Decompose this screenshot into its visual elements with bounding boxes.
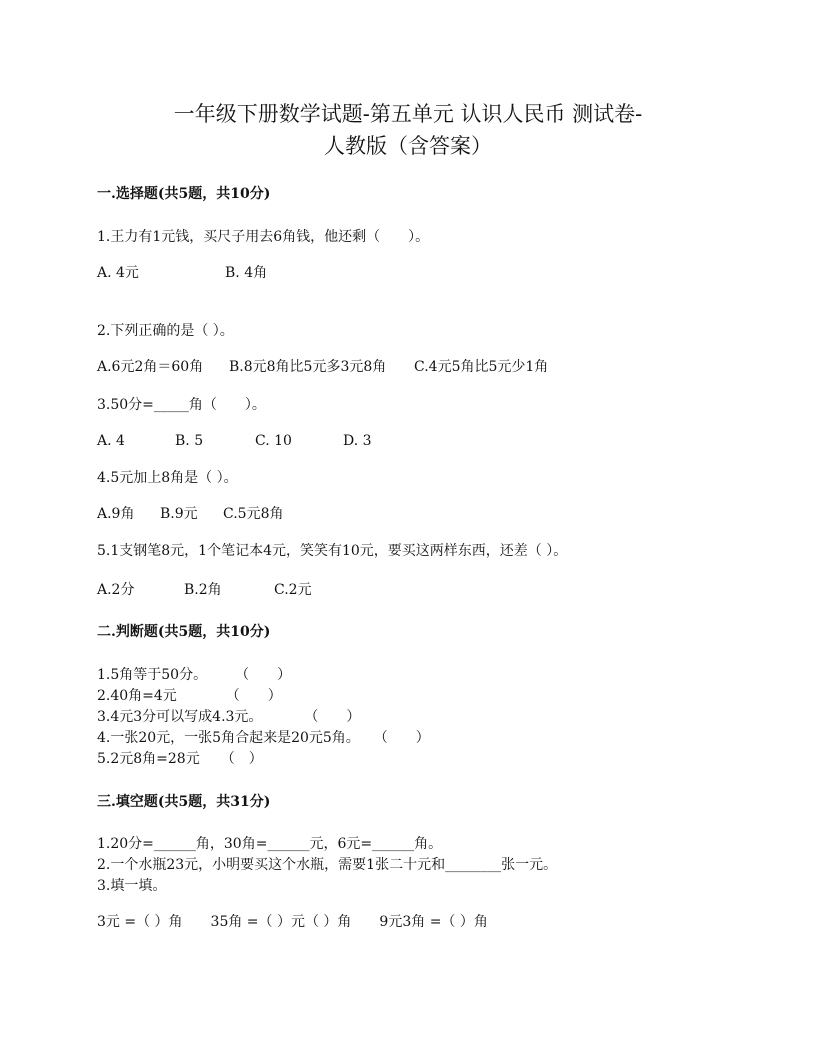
question-1: 1.王力有1元钱，买尺子用去6角钱，他还剩（ ）。 — [97, 229, 430, 245]
q5-option-a: A.2分 — [97, 582, 135, 598]
judge-item-2: 2.40角=4元 （ ） — [97, 688, 282, 704]
question-4: 4.5元加上8角是（ ）。 — [97, 470, 238, 486]
q2-option-b: B.8元8角比5元多3元8角 — [229, 359, 387, 375]
q1-option-a: A. 4元 — [97, 265, 139, 281]
q5-option-c: C.2元 — [274, 582, 312, 598]
q3-option-b: B. 5 — [175, 433, 204, 449]
q4-option-a: A.9角 — [97, 506, 135, 522]
q3-option-a: A. 4 — [97, 433, 125, 449]
judge-item-4: 4.一张20元，一张5角合起来是20元5角。 （ ） — [97, 730, 430, 746]
judge-item-3: 3.4元3分可以写成4.3元。 （ ） — [97, 709, 361, 725]
fill-item-1: 1.20分=______角，30角=______元，6元=______角。 — [97, 836, 443, 852]
fill-item-3: 3.填一填。 — [97, 878, 167, 894]
q3-option-d: D. 3 — [343, 433, 372, 449]
q3-option-c: C. 10 — [255, 433, 292, 449]
q4-option-b: B.9元 — [160, 506, 198, 522]
q2-option-c: C.4元5角比5元少1角 — [414, 359, 549, 375]
judge-item-5: 5.2元8角=28元 （ ） — [97, 751, 263, 767]
q1-option-b: B. 4角 — [225, 265, 268, 281]
page-title-line1: 一年级下册数学试题-第五单元 认识人民币 测试卷- — [173, 102, 643, 126]
q4-option-c: C.5元8角 — [223, 506, 284, 522]
question-5: 5.1支钢笔8元，1个笔记本4元，笑笑有10元，要买这两样东西，还差（ ）。 — [97, 543, 568, 559]
page-title-line2: 人教版（含答案） — [324, 134, 492, 158]
judge-item-1: 1.5角等于50分。 （ ） — [97, 667, 292, 683]
section-heading-choice: 一.选择题(共5题，共10分) — [97, 186, 271, 202]
section-heading-fill: 三.填空题(共5题，共31分) — [97, 794, 271, 810]
q5-option-b: B.2角 — [184, 582, 222, 598]
question-2: 2.下列正确的是（ ）。 — [97, 323, 234, 339]
question-3: 3.50分=_____角（ ）。 — [97, 397, 266, 413]
section-heading-judge: 二.判断题(共5题，共10分) — [97, 624, 271, 640]
fill-conversion-row: 3元 =（ ）角 35角 =（ ）元（ ）角 9元3角 =（ ）角 — [97, 914, 488, 930]
q2-option-a: A.6元2角＝60角 — [97, 359, 204, 375]
fill-item-2: 2.一个水瓶23元，小明要买这个水瓶，需要1张二十元和________张一元。 — [97, 857, 558, 873]
